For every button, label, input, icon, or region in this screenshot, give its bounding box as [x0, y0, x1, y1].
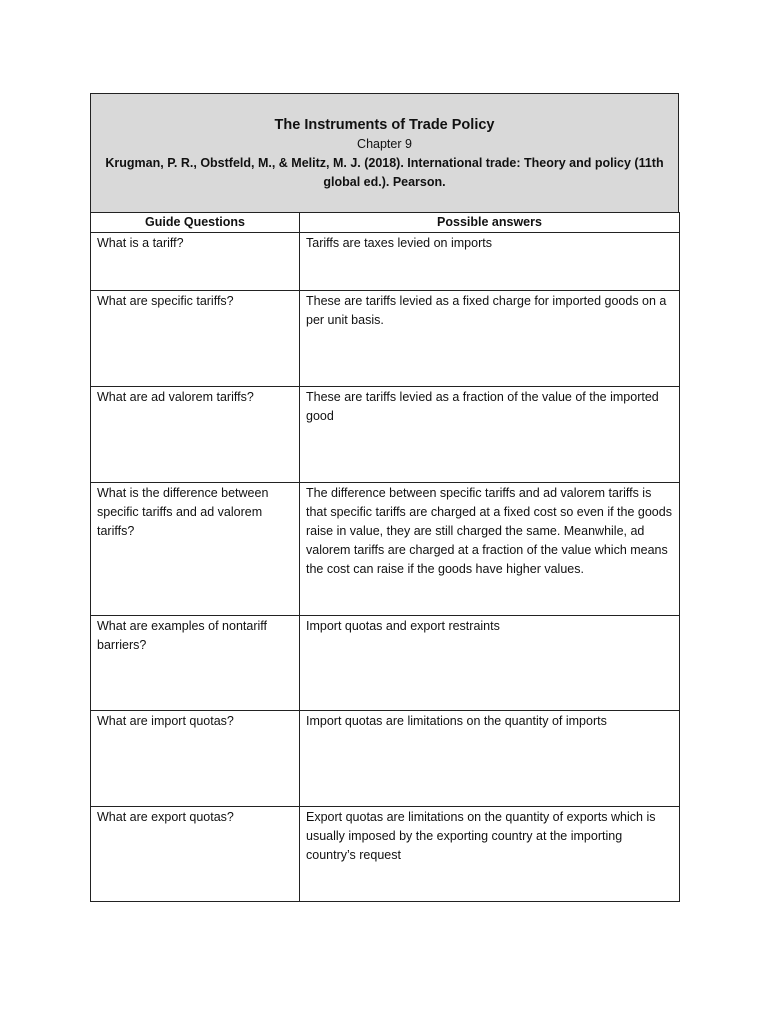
- question-cell: What are import quotas?: [91, 711, 300, 807]
- answer-cell: Import quotas and export restraints: [300, 616, 680, 711]
- column-header-answers: Possible answers: [300, 213, 680, 233]
- table-row: [91, 291, 680, 387]
- table-row: [91, 483, 680, 616]
- answer-cell: These are tariffs levied as a fixed charge for imported goods on a per unit basis.: [300, 291, 680, 387]
- table-row: [91, 616, 680, 711]
- table-row: [91, 233, 680, 291]
- column-header-questions: Guide Questions: [91, 213, 300, 233]
- question-cell: What is a tariff?: [91, 233, 300, 291]
- question-cell: What are ad valorem tariffs?: [91, 387, 300, 483]
- question-cell: What are export quotas?: [91, 807, 300, 902]
- answer-cell: These are tariffs levied as a fraction of the value of the imported good: [300, 387, 680, 483]
- table-row: [91, 711, 680, 807]
- answer-cell: The difference between specific tariffs and ad valorem tariffs is that specific tariffs are charged at a fixed cost so even if the goods raise in value, they are still charged the same. Meanwhile, ad valorem tariffs are charged at a fraction of the value which means the cost can raise if the goods have higher values.: [300, 483, 680, 616]
- question-cell: What is the difference between specific tariffs and ad valorem tariffs?: [91, 483, 300, 616]
- chapter-label: Chapter 9: [357, 137, 412, 151]
- answer-cell: Tariffs are taxes levied on imports: [300, 233, 680, 291]
- guide-questions-table: [90, 212, 680, 902]
- table-row: [91, 807, 680, 902]
- citation: Krugman, P. R., Obstfeld, M., & Melitz, M. J. (2018). International trade: Theory and policy (11th global ed.). Pearson.: [105, 156, 664, 189]
- table-row: [91, 387, 680, 483]
- question-cell: What are examples of nontariff barriers?: [91, 616, 300, 711]
- question-cell: What are specific tariffs?: [91, 291, 300, 387]
- document-header: [90, 93, 679, 212]
- answer-cell: Import quotas are limitations on the quantity of imports: [300, 711, 680, 807]
- document-page: [90, 93, 679, 902]
- answer-cell: Export quotas are limitations on the quantity of exports which is usually imposed by the exporting country at the importing country’s request: [300, 807, 680, 902]
- table-header-row: [91, 213, 680, 233]
- document-title: The Instruments of Trade Policy: [274, 117, 495, 133]
